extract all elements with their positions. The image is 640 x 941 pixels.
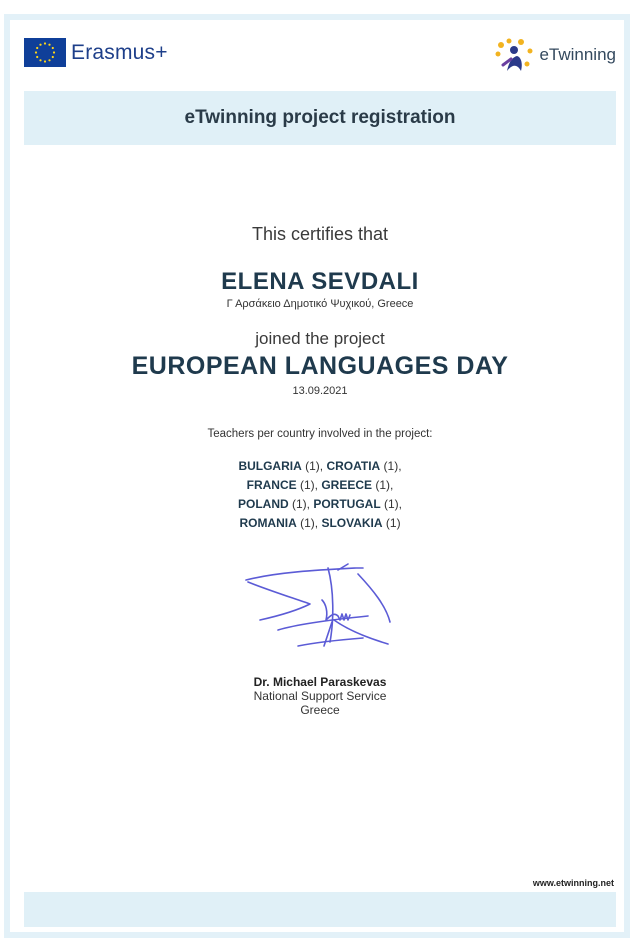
country-row: ROMANIA (1), SLOVAKIA (1) xyxy=(239,516,401,530)
country-count: (1) xyxy=(380,497,399,511)
project-name: EUROPEAN LANGUAGES DAY xyxy=(131,352,509,380)
country-name: SLOVAKIA xyxy=(321,516,383,530)
country-row: FRANCE (1), GREECE (1), xyxy=(246,478,394,492)
erasmus-logo-text: Erasmus+ xyxy=(71,40,168,64)
certifies-text: This certifies that xyxy=(251,224,389,244)
country-name: GREECE xyxy=(321,478,372,492)
teachers-label: Teachers per country involved in the project: xyxy=(207,428,433,440)
country-name: FRANCE xyxy=(246,478,297,492)
country-name: PORTUGAL xyxy=(313,497,381,511)
signature-image xyxy=(238,560,398,660)
title-band xyxy=(24,91,616,145)
country-list xyxy=(0,457,640,533)
country-count: (1) xyxy=(382,516,401,530)
etwinning-logo xyxy=(493,37,616,73)
country-count: (1) xyxy=(296,516,315,530)
country-row: POLAND (1), PORTUGAL (1), xyxy=(237,497,403,511)
etwinning-figure-icon xyxy=(493,37,537,73)
country-count: (1) xyxy=(372,478,390,492)
country-name: ROMANIA xyxy=(239,516,297,530)
country-row: BULGARIA (1), CROATIA (1), xyxy=(238,459,402,473)
country-count: (1) xyxy=(296,478,315,492)
country-name: BULGARIA xyxy=(238,459,302,473)
country-count: (1) xyxy=(380,459,399,473)
country-count: (1) xyxy=(288,497,307,511)
recipient-school: Γ Αρσάκειο Δημοτικό Ψυχικού, Greece xyxy=(226,298,414,310)
etwinning-logo-text: eTwinning xyxy=(539,45,616,64)
project-date: 13.09.2021 xyxy=(292,385,348,397)
country-name: CROATIA xyxy=(326,459,381,473)
signatory-organization: National Support Service xyxy=(253,689,387,703)
country-name: POLAND xyxy=(237,497,289,511)
joined-text: joined the project xyxy=(255,329,385,348)
signatory-name: Dr. Michael Paraskevas xyxy=(253,675,387,689)
page-title: eTwinning project registration xyxy=(184,107,456,128)
erasmus-logo xyxy=(24,38,168,67)
website-link[interactable]: www.etwinning.net xyxy=(532,878,614,888)
recipient-name: ELENA SEVDALI xyxy=(221,268,419,295)
footer-band xyxy=(24,892,616,927)
eu-flag-icon xyxy=(24,38,66,67)
country-count: (1) xyxy=(301,459,320,473)
signatory-country: Greece xyxy=(300,703,340,717)
